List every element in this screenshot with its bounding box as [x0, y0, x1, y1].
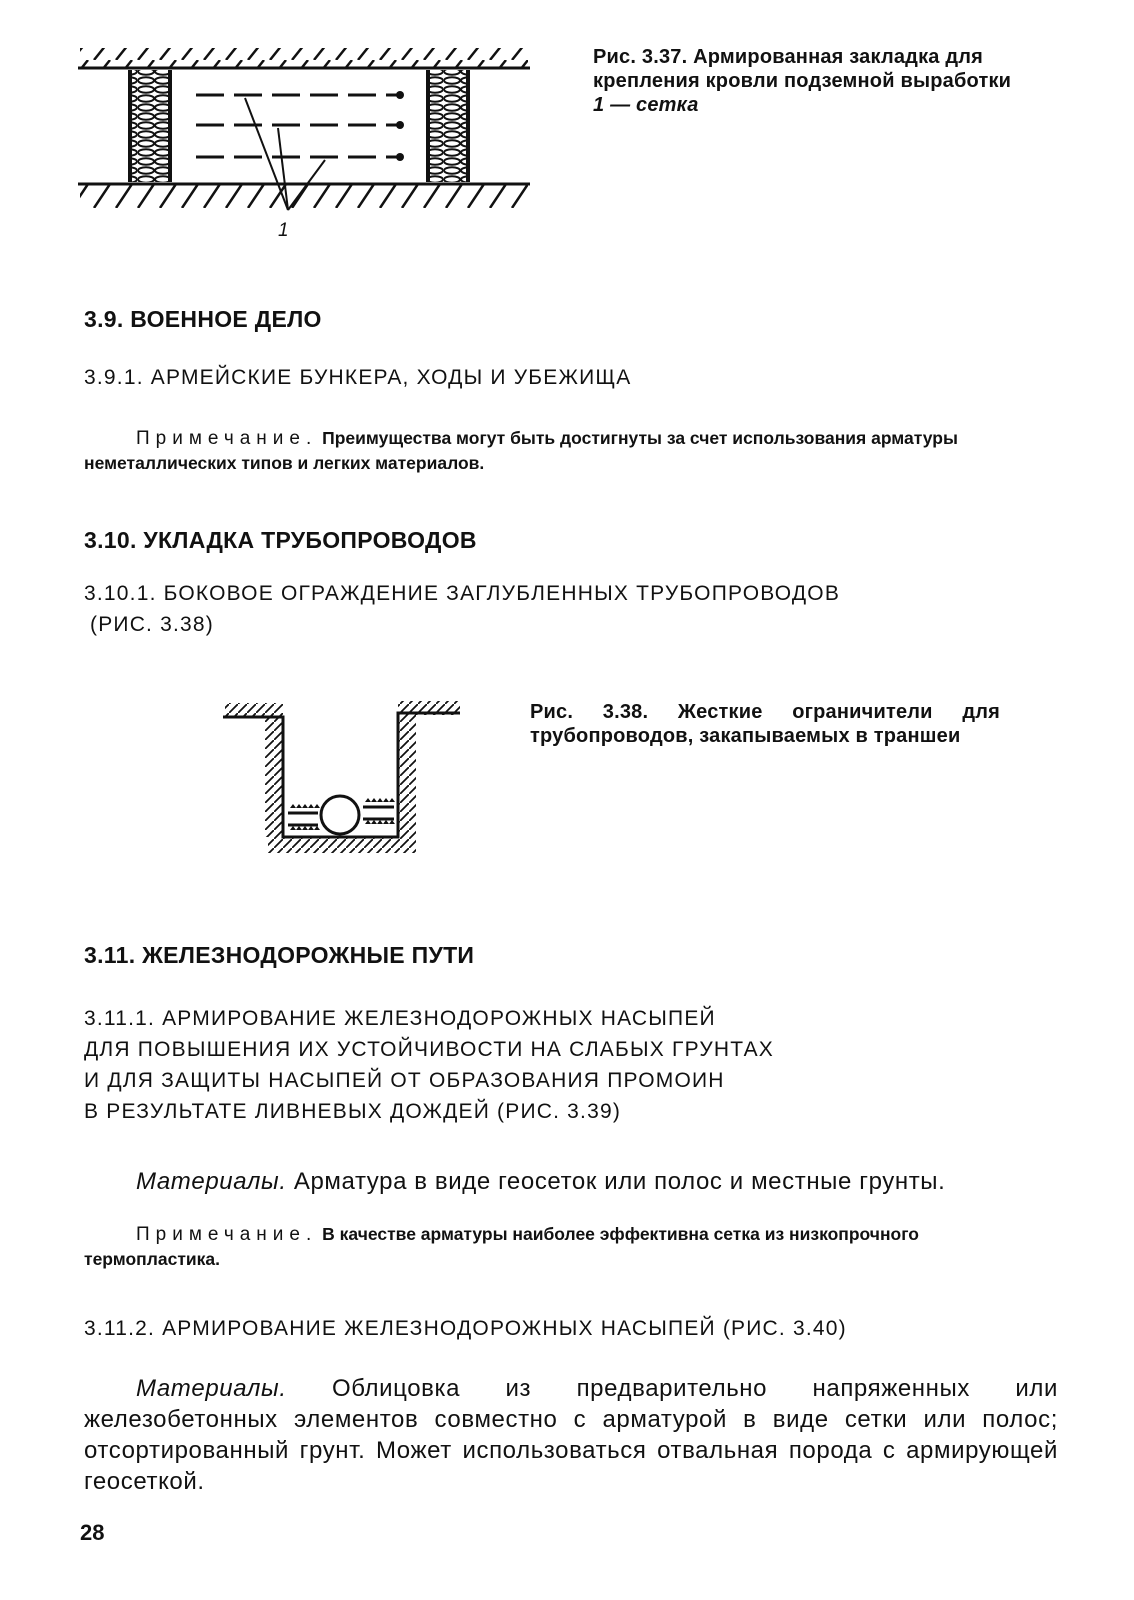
- subsection-heading-line-2: (РИС. 3.38): [90, 613, 214, 636]
- section-heading-3-11: 3.11. ЖЕЛЕЗНОДОРОЖНЫЕ ПУТИ: [84, 942, 475, 968]
- figure-label-1: 1: [278, 220, 289, 241]
- note-label: Примечание.: [136, 428, 318, 449]
- figure-3-37-caption: [593, 45, 1063, 117]
- page-number: 28: [80, 1520, 105, 1545]
- caption-title: Рис. 3.37. Армированная закладка для крепления кровли подземной выработки: [593, 46, 1012, 92]
- subsection-heading-3-10-1: [84, 578, 840, 640]
- section-heading-3-9: 3.9. ВОЕННОЕ ДЕЛО: [84, 306, 322, 332]
- materials-text: Облицовка из предварительно напряженных или железобетонных элементов совместно с арматурой в виде сетки или полос; отсортированный грунт. Может использоваться отвальная порода с армирующей геосеткой.: [84, 1375, 1058, 1495]
- materials-label: Материалы.: [136, 1168, 287, 1195]
- subsection-heading-line-1: 3.10.1. БОКОВОЕ ОГРАЖДЕНИЕ ЗАГЛУБЛЕННЫХ ТРУБОПРОВОДОВ: [84, 582, 841, 605]
- materials-text: Арматура в виде геосеток или полос и местные грунты.: [293, 1168, 946, 1195]
- subsection-heading-3-11-2: 3.11.2. АРМИРОВАНИЕ ЖЕЛЕЗНОДОРОЖНЫХ НАСЫПЕЙ (РИС. 3.40): [84, 1317, 847, 1340]
- note-text: Преимущества могут быть достигнуты за счет использования арматуры неметаллических типов и легких материалов.: [84, 428, 958, 473]
- note-3-11-1: [84, 1222, 1054, 1271]
- note-3-9-1: [84, 426, 1054, 475]
- note-text: В качестве арматуры наиболее эффективна сетка из низкопрочного термопластика.: [84, 1224, 919, 1269]
- materials-paragraph-1: [84, 1166, 1058, 1197]
- figure-3-38-caption: Рис. 3.38. Жесткие ограничители для трубопроводов, закапываемых в траншеи: [530, 701, 1000, 747]
- subsection-heading-3-9-1: 3.9.1. АРМЕЙСКИЕ БУНКЕРА, ХОДЫ И УБЕЖИЩА: [84, 366, 632, 389]
- materials-label: Материалы.: [136, 1375, 287, 1402]
- figure-3-38: [220, 695, 465, 870]
- section-heading-3-10: 3.10. УКЛАДКА ТРУБОПРОВОДОВ: [84, 527, 477, 553]
- subsection-heading-line-3: И ДЛЯ ЗАЩИТЫ НАСЫПЕЙ ОТ ОБРАЗОВАНИЯ ПРОМОИН: [84, 1069, 725, 1092]
- note-label: Примечание.: [136, 1224, 318, 1245]
- materials-paragraph-2: [84, 1373, 1058, 1497]
- subsection-heading-line-1: 3.11.1. АРМИРОВАНИЕ ЖЕЛЕЗНОДОРОЖНЫХ НАСЫПЕЙ: [84, 1007, 716, 1030]
- subsection-heading-line-2: ДЛЯ ПОВЫШЕНИЯ ИХ УСТОЙЧИВОСТИ НА СЛАБЫХ ГРУНТАХ: [84, 1038, 774, 1061]
- subsection-heading-line-4: В РЕЗУЛЬТАТЕ ЛИВНЕВЫХ ДОЖДЕЙ (РИС. 3.39): [84, 1100, 622, 1123]
- caption-legend: 1 — сетка: [593, 94, 699, 116]
- subsection-heading-3-11-1: [84, 1003, 774, 1127]
- figure-3-37: [70, 40, 540, 250]
